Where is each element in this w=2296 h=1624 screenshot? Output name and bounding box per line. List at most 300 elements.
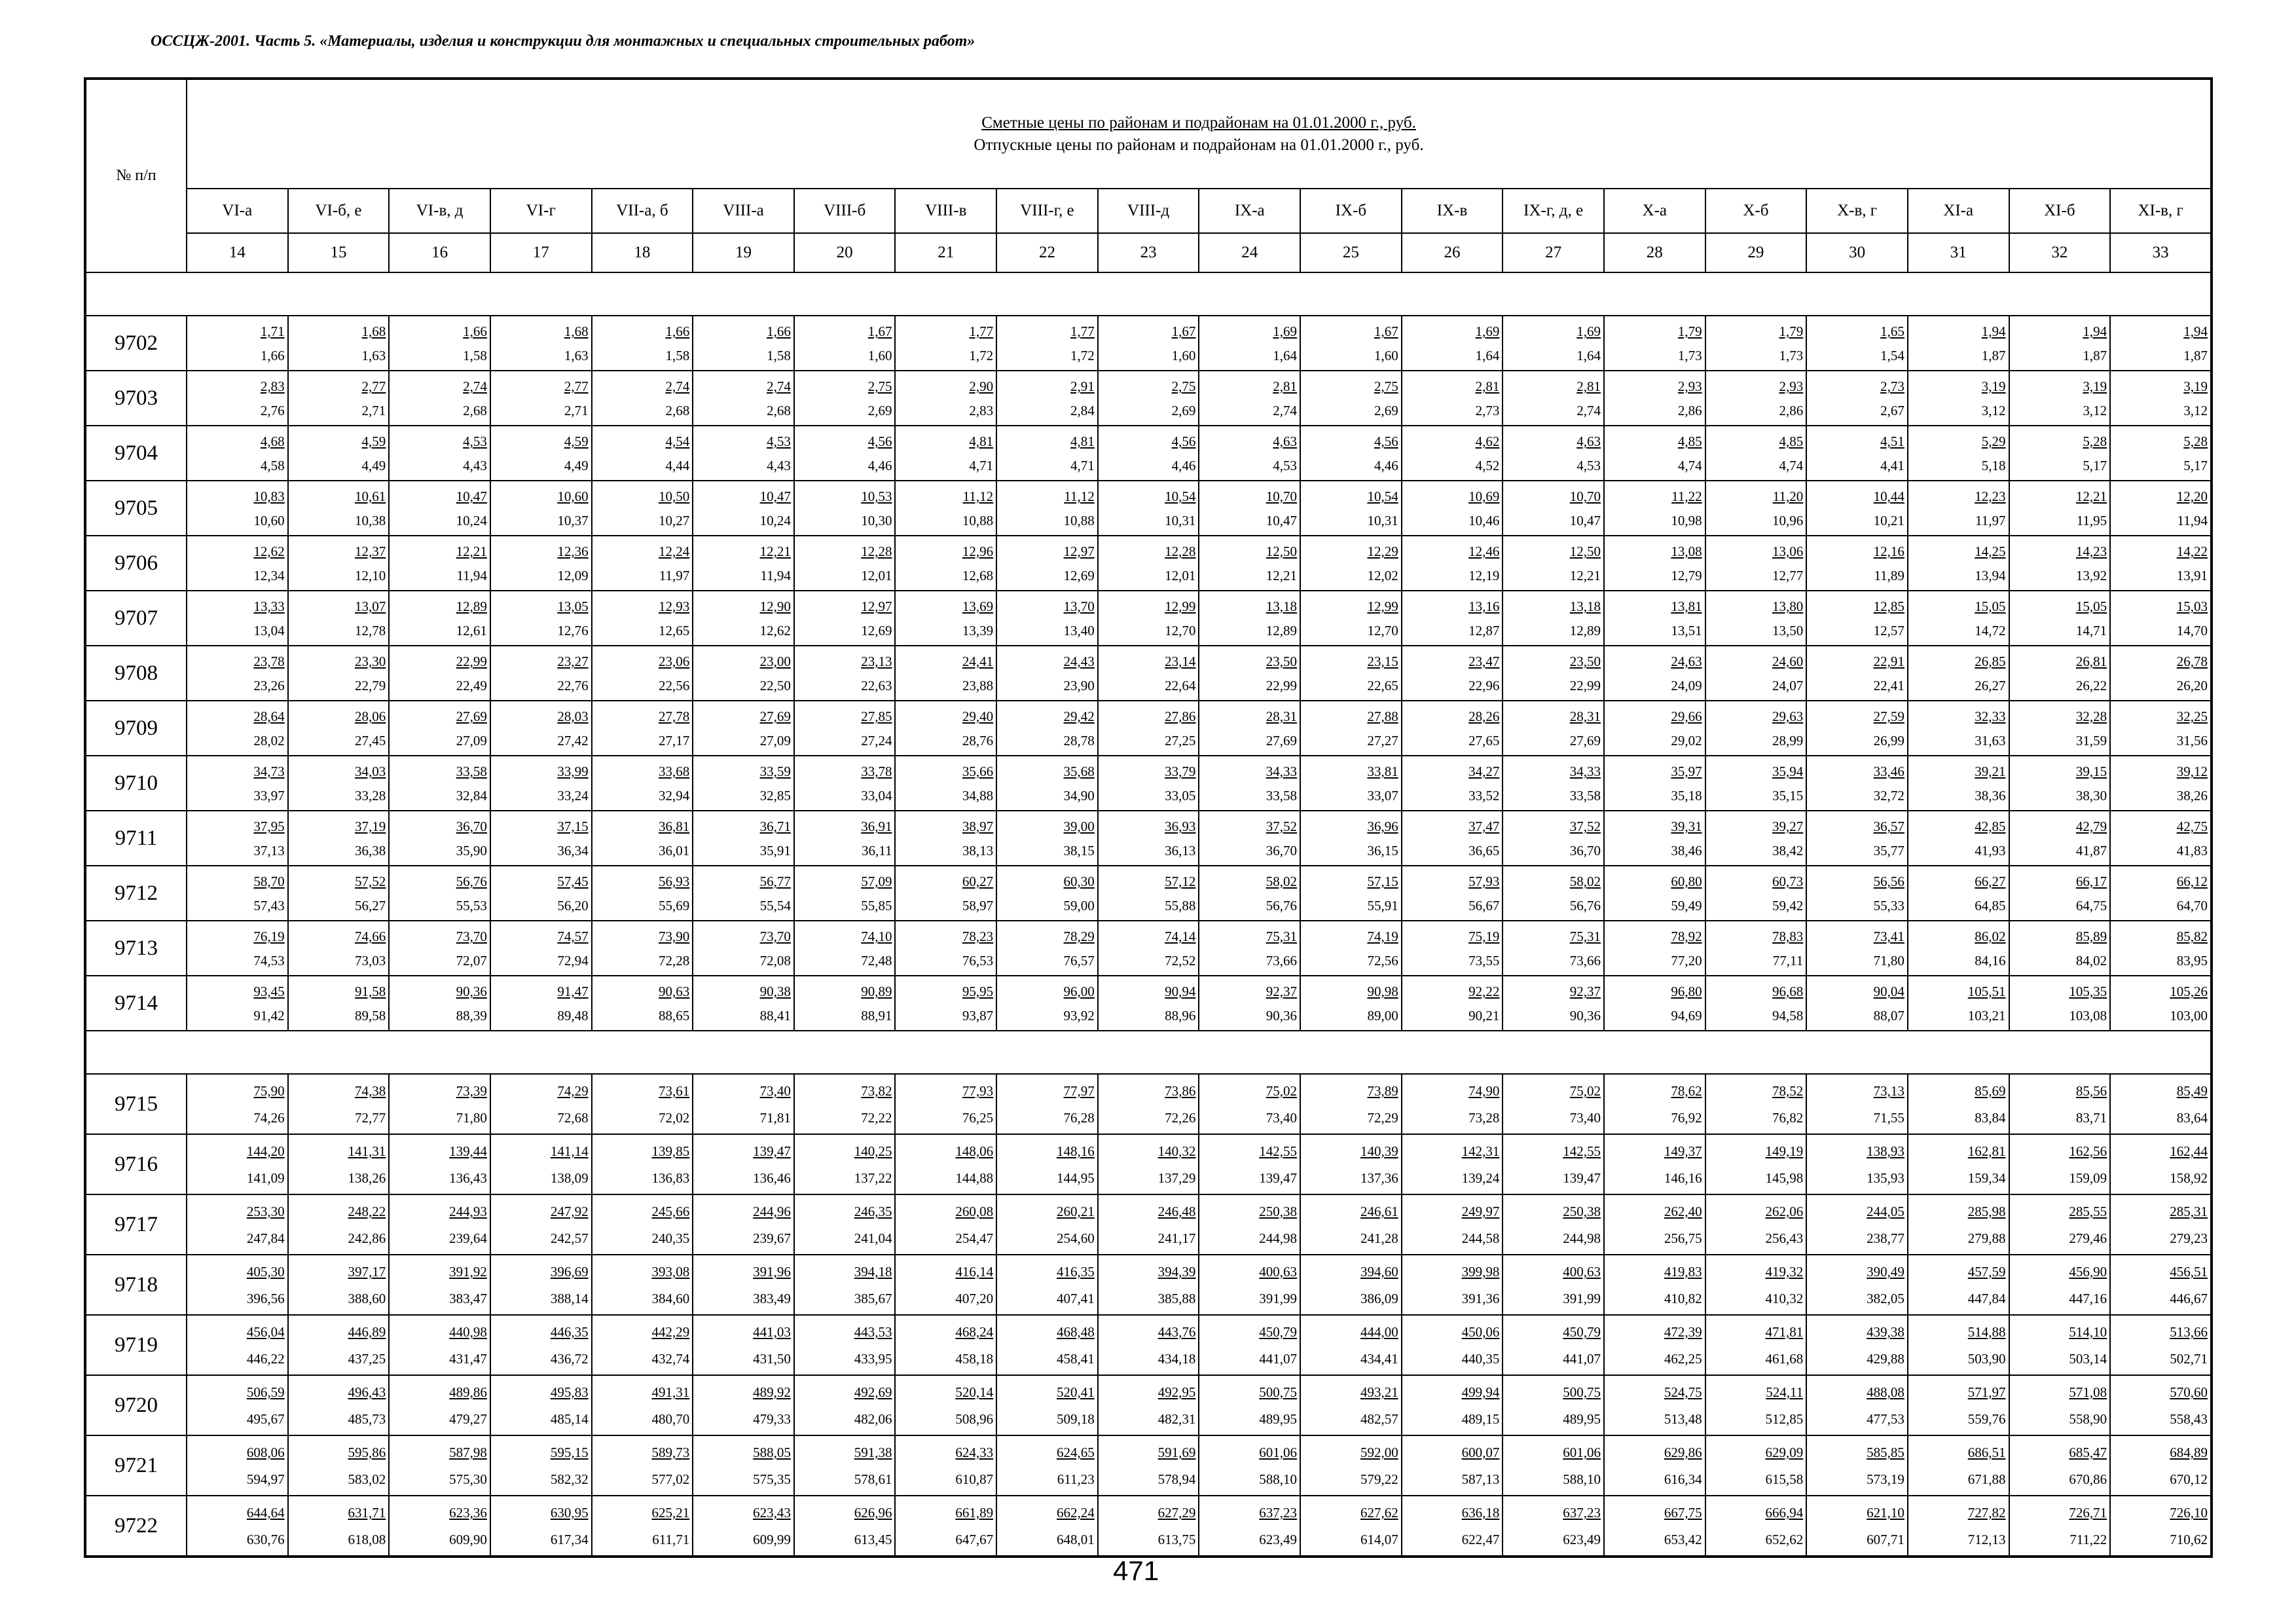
release-price: 1,60 <box>1374 348 1398 363</box>
price-pair <box>1099 594 1199 642</box>
price-cell <box>1908 1134 2009 1194</box>
price-pair <box>1908 869 2009 917</box>
price-cell <box>2110 1255 2212 1315</box>
price-cell <box>1503 756 1604 811</box>
estimated-price: 419,83 <box>1664 1264 1702 1280</box>
release-price: 611,23 <box>1057 1471 1095 1487</box>
price-pair <box>2111 1378 2210 1432</box>
price-cell <box>1705 1375 1807 1435</box>
price-cell <box>1604 866 1705 921</box>
price-cell <box>389 1315 490 1375</box>
estimated-price: 262,40 <box>1664 1204 1702 1219</box>
district-header: XI-а <box>1908 189 2009 233</box>
price-cell <box>1098 1074 1199 1134</box>
release-price: 139,47 <box>1563 1170 1601 1186</box>
release-price: 12,57 <box>1873 623 1904 638</box>
price-cell <box>1806 1375 1908 1435</box>
price-cell <box>1300 646 1402 701</box>
price-pair <box>1099 1258 1199 1312</box>
release-price: 103,08 <box>2069 1008 2107 1024</box>
price-cell <box>1503 536 1604 591</box>
estimated-price: 419,32 <box>1765 1264 1804 1280</box>
release-price: 1,58 <box>463 348 487 363</box>
price-cell <box>1705 756 1807 811</box>
estimated-price: 28,64 <box>253 709 285 724</box>
estimated-price: 488,08 <box>1867 1384 1904 1400</box>
estimated-price: 5,28 <box>2083 434 2107 449</box>
running-title: ОССЦЖ-2001. Часть 5. «Материалы, изделия и конструкции для монтажных и специальных строительных работ» <box>151 33 975 50</box>
estimated-price: 472,39 <box>1664 1324 1702 1340</box>
item-number: 9703 <box>85 371 187 426</box>
estimated-price: 514,10 <box>2069 1324 2107 1340</box>
release-price: 89,00 <box>1367 1008 1398 1024</box>
estimated-price: 686,51 <box>1967 1445 2006 1460</box>
release-price: 495,67 <box>246 1411 285 1427</box>
estimated-price: 10,54 <box>1165 489 1196 504</box>
release-price: 144,88 <box>955 1170 994 1186</box>
release-price: 242,86 <box>348 1230 386 1246</box>
price-pair <box>795 1198 895 1251</box>
price-cell <box>1402 316 1503 371</box>
estimated-price: 57,45 <box>557 874 589 889</box>
price-pair <box>2111 319 2210 367</box>
release-price: 83,64 <box>2176 1110 2208 1126</box>
price-pair <box>896 429 996 477</box>
price-cell <box>895 811 996 866</box>
price-cell <box>490 921 592 976</box>
price-pair <box>2111 1318 2210 1372</box>
price-pair <box>896 539 996 587</box>
price-cell <box>2110 646 2212 701</box>
release-price: 26,20 <box>2176 678 2208 693</box>
district-header: IX-б <box>1300 189 1402 233</box>
release-price: 447,84 <box>1967 1291 2006 1306</box>
price-cell <box>1503 426 1604 481</box>
estimated-price: 162,56 <box>2069 1143 2107 1159</box>
estimated-price: 73,90 <box>658 929 690 944</box>
estimated-price: 1,66 <box>665 323 690 339</box>
estimated-price: 14,22 <box>2176 544 2208 559</box>
price-cell <box>1503 921 1604 976</box>
price-pair <box>795 1318 895 1372</box>
price-pair <box>1099 1499 1199 1553</box>
estimated-price: 630,95 <box>550 1505 589 1521</box>
release-price: 22,99 <box>1266 678 1298 693</box>
release-price: 241,17 <box>1157 1230 1196 1246</box>
price-cell <box>1199 921 1300 976</box>
release-price: 482,31 <box>1157 1411 1196 1427</box>
price-pair <box>795 1378 895 1432</box>
price-pair <box>1908 704 2009 752</box>
price-cell <box>1300 976 1402 1031</box>
price-pair <box>1807 814 1907 862</box>
estimated-price: 162,44 <box>2170 1143 2208 1159</box>
price-cell <box>592 371 693 426</box>
price-pair <box>896 1137 996 1191</box>
estimated-price: 450,79 <box>1259 1324 1298 1340</box>
price-cell <box>1908 591 2009 646</box>
price-pair <box>289 429 389 477</box>
release-price: 28,99 <box>1772 733 1804 748</box>
price-cell <box>592 591 693 646</box>
release-price: 12,69 <box>861 623 892 638</box>
release-price: 12,21 <box>1266 568 1298 583</box>
estimated-price: 148,16 <box>1057 1143 1095 1159</box>
release-price: 12,89 <box>1266 623 1298 638</box>
release-price: 4,49 <box>361 458 386 473</box>
estimated-price: 400,63 <box>1563 1264 1601 1280</box>
release-price: 35,90 <box>456 843 487 858</box>
item-number: 9712 <box>85 866 187 921</box>
price-cell <box>1503 701 1604 756</box>
price-cell <box>1806 1315 1908 1375</box>
estimated-price: 85,89 <box>2075 929 2107 944</box>
price-pair <box>289 1378 389 1432</box>
release-price: 429,88 <box>1867 1351 1904 1367</box>
release-price: 33,97 <box>253 788 285 803</box>
price-pair <box>1605 1499 1705 1553</box>
price-cell <box>693 1496 794 1557</box>
price-cell <box>389 316 490 371</box>
column-number: 20 <box>794 233 896 272</box>
release-price: 1,87 <box>2183 348 2208 363</box>
estimated-price: 4,53 <box>767 434 791 449</box>
item-number: 9715 <box>85 1074 187 1134</box>
estimated-price: 138,93 <box>1867 1143 1904 1159</box>
estimated-price: 600,07 <box>1461 1445 1500 1460</box>
release-price: 83,95 <box>2176 953 2208 969</box>
price-pair <box>896 814 996 862</box>
estimated-price: 57,12 <box>1165 874 1196 889</box>
release-price: 10,60 <box>253 513 285 528</box>
price-cell <box>794 866 896 921</box>
price-cell <box>794 921 896 976</box>
price-pair <box>491 374 591 422</box>
release-price: 2,69 <box>1374 403 1398 418</box>
price-pair <box>896 1499 996 1553</box>
price-pair <box>592 594 693 642</box>
release-price: 158,92 <box>2170 1170 2208 1186</box>
price-cell <box>1300 316 1402 371</box>
release-price: 513,48 <box>1664 1411 1702 1427</box>
price-cell <box>693 371 794 426</box>
price-cell <box>490 1194 592 1255</box>
price-pair <box>289 1137 389 1191</box>
price-pair <box>1402 1378 1503 1432</box>
price-cell <box>1705 536 1807 591</box>
price-pair <box>592 429 693 477</box>
estimated-price: 73,40 <box>759 1083 791 1099</box>
price-cell <box>895 976 996 1031</box>
estimated-price: 4,56 <box>867 434 892 449</box>
price-pair <box>795 924 895 972</box>
release-price: 93,87 <box>962 1008 994 1024</box>
release-price: 2,73 <box>1475 403 1500 418</box>
price-cell <box>592 1496 693 1557</box>
estimated-price: 726,71 <box>2069 1505 2107 1521</box>
price-pair <box>1301 319 1401 367</box>
price-pair <box>1301 979 1401 1027</box>
estimated-price: 75,19 <box>1468 929 1500 944</box>
price-cell <box>490 1435 592 1496</box>
release-price: 12,02 <box>1367 568 1398 583</box>
price-cell <box>1402 536 1503 591</box>
estimated-price: 285,55 <box>2069 1204 2107 1219</box>
estimated-price: 12,16 <box>1873 544 1904 559</box>
release-price: 434,18 <box>1157 1351 1196 1367</box>
release-price: 36,65 <box>1468 843 1500 858</box>
price-cell <box>895 536 996 591</box>
price-cell <box>1098 1375 1199 1435</box>
price-pair <box>2010 429 2110 477</box>
estimated-price: 78,23 <box>962 929 994 944</box>
price-pair <box>187 1198 287 1251</box>
price-pair <box>592 814 693 862</box>
price-cell <box>1604 426 1705 481</box>
release-price: 73,40 <box>1569 1110 1601 1126</box>
estimated-price: 34,27 <box>1468 764 1500 779</box>
price-cell <box>895 1496 996 1557</box>
estimated-price: 4,62 <box>1475 434 1500 449</box>
estimated-price: 139,85 <box>651 1143 690 1159</box>
release-price: 41,83 <box>2176 843 2208 858</box>
item-number: 9720 <box>85 1375 187 1435</box>
price-pair <box>491 869 591 917</box>
price-cell <box>592 811 693 866</box>
price-pair <box>693 979 793 1027</box>
price-pair <box>1706 759 1806 807</box>
estimated-price: 13,07 <box>355 599 386 614</box>
price-pair <box>1503 759 1603 807</box>
release-price: 33,04 <box>861 788 892 803</box>
price-pair <box>592 1318 693 1372</box>
release-price: 10,31 <box>1367 513 1398 528</box>
estimated-price: 1,69 <box>1475 323 1500 339</box>
release-price: 88,96 <box>1165 1008 1196 1024</box>
estimated-price: 57,93 <box>1468 874 1500 889</box>
estimated-price: 260,21 <box>1057 1204 1095 1219</box>
price-pair <box>1807 649 1907 697</box>
estimated-price: 499,94 <box>1461 1384 1500 1400</box>
price-pair <box>390 1077 490 1131</box>
estimated-price: 1,68 <box>564 323 589 339</box>
release-price: 32,84 <box>456 788 487 803</box>
release-price: 13,50 <box>1772 623 1804 638</box>
estimated-price: 27,69 <box>456 709 487 724</box>
price-pair <box>1099 319 1199 367</box>
release-price: 55,33 <box>1873 898 1904 913</box>
column-number: 32 <box>2009 233 2111 272</box>
estimated-price: 726,10 <box>2170 1505 2208 1521</box>
price-pair <box>1099 814 1199 862</box>
estimated-price: 12,29 <box>1367 544 1398 559</box>
price-pair <box>1807 594 1907 642</box>
release-price: 58,97 <box>962 898 994 913</box>
release-price: 1,72 <box>1070 348 1095 363</box>
release-price: 64,85 <box>1975 898 2006 913</box>
release-price: 56,76 <box>1266 898 1298 913</box>
release-price: 13,40 <box>1063 623 1095 638</box>
estimated-price: 12,23 <box>1975 489 2006 504</box>
release-price: 670,86 <box>2069 1471 2107 1487</box>
release-price: 10,88 <box>1063 513 1095 528</box>
price-cell <box>2110 371 2212 426</box>
price-pair <box>1908 1318 2009 1372</box>
price-cell <box>1098 866 1199 921</box>
estimated-price: 285,31 <box>2170 1204 2208 1219</box>
price-cell <box>1705 316 1807 371</box>
price-pair <box>1605 1439 1705 1492</box>
estimated-price: 443,53 <box>854 1324 892 1340</box>
estimated-price: 623,43 <box>753 1505 791 1521</box>
estimated-price: 1,66 <box>767 323 791 339</box>
release-price: 482,06 <box>854 1411 892 1427</box>
price-cell <box>1300 371 1402 426</box>
price-pair <box>1807 484 1907 532</box>
price-pair <box>1706 924 1806 972</box>
price-cell <box>490 591 592 646</box>
price-cell <box>1402 1496 1503 1557</box>
release-price: 10,96 <box>1772 513 1804 528</box>
release-price: 59,42 <box>1772 898 1804 913</box>
price-cell <box>895 866 996 921</box>
release-price: 33,52 <box>1468 788 1500 803</box>
price-cell <box>592 701 693 756</box>
column-number: 16 <box>389 233 490 272</box>
estimated-price: 637,23 <box>1259 1505 1298 1521</box>
price-pair <box>187 594 287 642</box>
price-pair <box>1199 594 1300 642</box>
price-cell <box>895 1315 996 1375</box>
release-price: 72,52 <box>1165 953 1196 969</box>
estimated-price: 60,27 <box>962 874 994 889</box>
price-pair <box>491 704 591 752</box>
item-number: 9708 <box>85 646 187 701</box>
section-separator <box>85 272 2212 316</box>
price-cell <box>2009 1074 2111 1134</box>
release-price: 27,69 <box>1266 733 1298 748</box>
release-price: 615,58 <box>1765 1471 1804 1487</box>
price-cell <box>187 976 288 1031</box>
estimated-price: 585,85 <box>1867 1445 1904 1460</box>
price-cell <box>2110 976 2212 1031</box>
price-pair <box>2010 484 2110 532</box>
price-cell <box>389 1435 490 1496</box>
price-cell <box>693 866 794 921</box>
price-pair <box>1605 484 1705 532</box>
price-pair <box>390 1198 490 1251</box>
price-cell <box>996 591 1098 646</box>
release-price: 4,41 <box>1880 458 1904 473</box>
estimated-price: 396,69 <box>550 1264 589 1280</box>
price-pair <box>390 814 490 862</box>
release-price: 10,38 <box>355 513 386 528</box>
price-pair <box>1605 649 1705 697</box>
price-cell <box>1604 371 1705 426</box>
estimated-price: 78,92 <box>1671 929 1702 944</box>
release-price: 84,16 <box>1975 953 2006 969</box>
price-pair <box>187 1499 287 1553</box>
release-price: 33,58 <box>1569 788 1601 803</box>
estimated-price: 12,21 <box>759 544 791 559</box>
estimated-price: 96,68 <box>1772 984 1804 999</box>
release-price: 11,97 <box>1975 513 2006 528</box>
release-price: 1,64 <box>1273 348 1298 363</box>
release-price: 1,60 <box>867 348 892 363</box>
release-price: 578,61 <box>854 1471 892 1487</box>
release-price: 22,96 <box>1468 678 1500 693</box>
release-price: 138,26 <box>348 1170 386 1186</box>
release-price: 614,07 <box>1360 1532 1398 1547</box>
price-pair <box>390 374 490 422</box>
price-pair <box>289 1318 389 1372</box>
release-price: 388,14 <box>550 1291 589 1306</box>
estimated-price: 57,15 <box>1367 874 1398 889</box>
price-cell <box>996 756 1098 811</box>
release-price: 577,02 <box>651 1471 690 1487</box>
price-cell <box>996 536 1098 591</box>
estimated-price: 39,27 <box>1772 819 1804 834</box>
release-price: 13,91 <box>2176 568 2208 583</box>
price-cell <box>187 756 288 811</box>
price-cell <box>895 1255 996 1315</box>
estimated-price: 22,91 <box>1873 654 1904 669</box>
release-price: 447,16 <box>2069 1291 2107 1306</box>
estimated-price: 10,60 <box>557 489 589 504</box>
price-pair <box>1199 649 1300 697</box>
price-pair <box>1301 1258 1401 1312</box>
item-number: 9716 <box>85 1134 187 1194</box>
price-pair <box>1807 924 1907 972</box>
estimated-price: 285,98 <box>1967 1204 2006 1219</box>
estimated-price: 13,05 <box>557 599 589 614</box>
price-pair <box>1605 1137 1705 1191</box>
price-pair <box>592 979 693 1027</box>
release-price: 613,45 <box>854 1532 892 1547</box>
price-pair <box>187 484 287 532</box>
estimated-price: 75,31 <box>1569 929 1601 944</box>
estimated-price: 4,63 <box>1576 434 1601 449</box>
release-price: 38,36 <box>1975 788 2006 803</box>
price-pair <box>1605 814 1705 862</box>
estimated-price: 73,89 <box>1367 1083 1398 1099</box>
estimated-price: 23,13 <box>861 654 892 669</box>
release-price: 254,47 <box>955 1230 994 1246</box>
estimated-price: 13,69 <box>962 599 994 614</box>
price-cell <box>1806 1194 1908 1255</box>
price-pair <box>289 594 389 642</box>
price-cell <box>592 1315 693 1375</box>
estimated-price: 11,22 <box>1671 489 1702 504</box>
price-cell <box>389 1496 490 1557</box>
price-pair <box>1503 1439 1603 1492</box>
release-price: 76,92 <box>1671 1110 1702 1126</box>
estimated-price: 33,79 <box>1165 764 1196 779</box>
release-price: 27,27 <box>1367 733 1398 748</box>
price-cell <box>187 591 288 646</box>
estimated-price: 149,19 <box>1765 1143 1804 1159</box>
price-pair <box>2010 1077 2110 1131</box>
release-price: 2,68 <box>463 403 487 418</box>
estimated-price: 4,81 <box>969 434 994 449</box>
price-cell <box>1098 536 1199 591</box>
price-cell <box>187 1435 288 1496</box>
release-price: 94,58 <box>1772 1008 1804 1024</box>
district-header: VIII-в <box>895 189 996 233</box>
header-title-row <box>85 79 2212 189</box>
price-cell <box>389 646 490 701</box>
release-price: 254,60 <box>1057 1230 1095 1246</box>
